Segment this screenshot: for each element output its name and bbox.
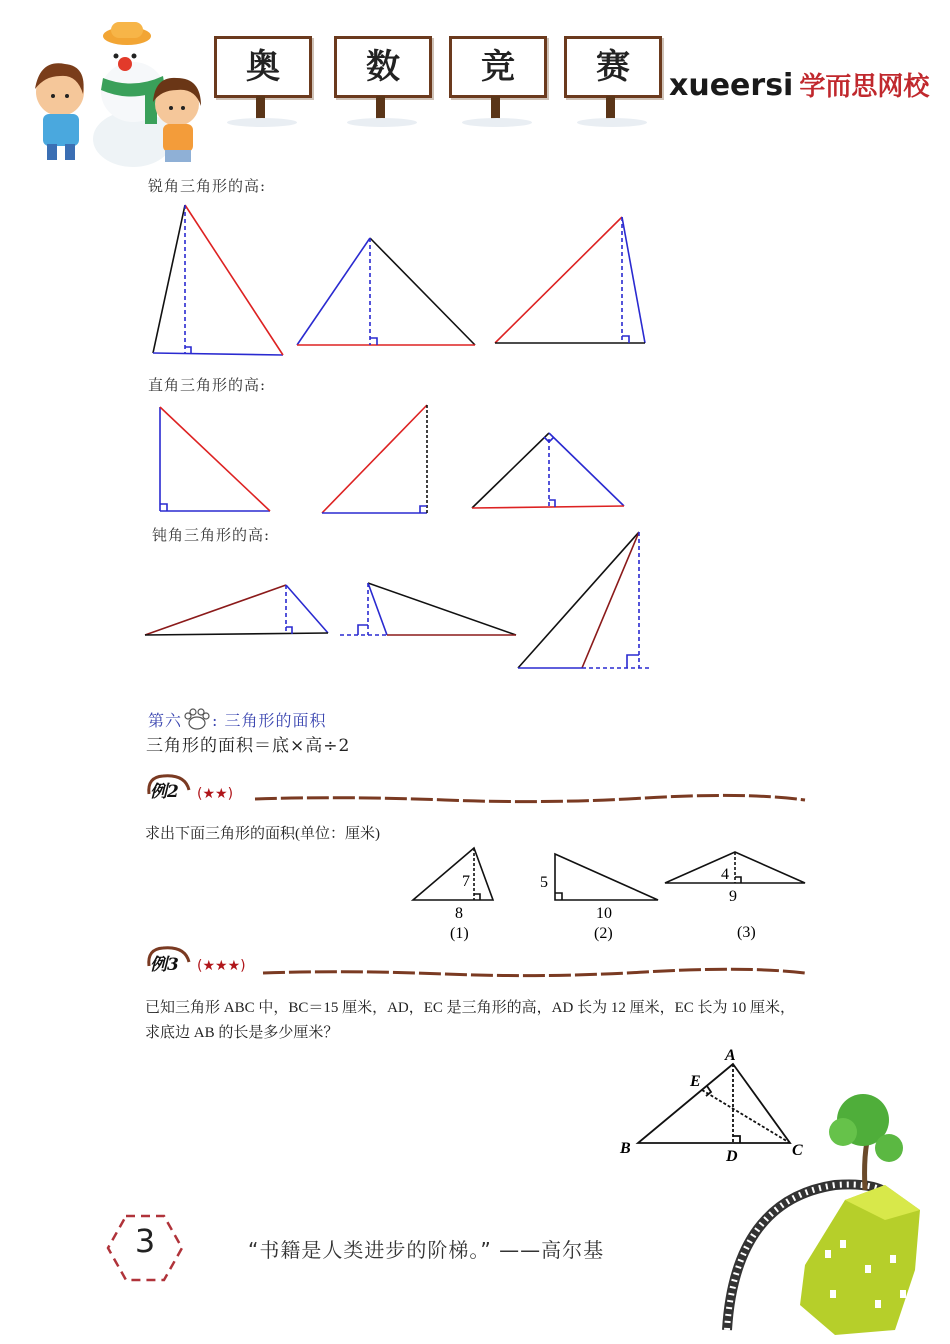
example3-line1: 已知三角形 ABC 中，BC＝15 厘米，AD，EC 是三角形的高，AD 长为 12 厘米，EC 长为 10 厘米， <box>145 1000 796 1016</box>
point-d: D <box>726 1148 738 1165</box>
brand-latin: xueersi <box>669 68 794 103</box>
right-triangles-figure <box>0 395 950 520</box>
area-formula: 三角形的面积＝底×高÷2 <box>146 736 351 756</box>
page-number: 3 <box>134 1222 156 1260</box>
example3-line2: 求底边 AB 的长是多少厘米？ <box>145 1025 339 1041</box>
example2-question: 求出下面三角形的面积(单位：厘米) <box>145 826 380 842</box>
point-b: B <box>620 1140 631 1157</box>
fig3-base: 9 <box>729 888 737 905</box>
acute-triangles-figure <box>0 195 950 365</box>
point-e: E <box>690 1073 701 1090</box>
section6-title <box>148 708 327 731</box>
fig1-caption: (1) <box>450 925 469 942</box>
section6-prefix: 第六 <box>148 711 183 730</box>
sign-3: 竞 <box>449 36 547 98</box>
example2-tag: 例2 <box>150 782 179 802</box>
example2-divider <box>145 772 810 806</box>
fig2-caption: (2) <box>594 925 613 942</box>
brand-cn: 学而思网校 <box>799 72 930 102</box>
example2-stars: (★★) <box>197 786 234 802</box>
brand-logo <box>669 66 929 103</box>
paw-icon <box>182 708 212 730</box>
right-label: 直角三角形的高: <box>148 376 267 394</box>
example3-tag: 例3 <box>150 955 179 975</box>
example3-stars: (★★★) <box>197 958 246 974</box>
fig3-caption: (3) <box>737 924 756 941</box>
obtuse-triangles-figure <box>0 525 950 680</box>
fig1-base: 8 <box>455 905 463 922</box>
section6-suffix: : 三角形的面积 <box>212 711 327 730</box>
sign-4: 赛 <box>564 36 662 98</box>
acute-label: 锐角三角形的高: <box>148 177 267 195</box>
tree-arch-illustration <box>715 1090 940 1340</box>
fig2-base: 10 <box>596 905 612 922</box>
fig3-height: 4 <box>721 866 729 883</box>
point-a: A <box>725 1047 736 1064</box>
point-c: C <box>792 1142 803 1159</box>
sign-2: 数 <box>334 36 432 98</box>
sign-1: 奥 <box>214 36 312 98</box>
obtuse-label: 钝角三角形的高: <box>152 526 271 544</box>
footer-quote: “书籍是人类进步的阶梯。” ——高尔基 <box>248 1238 605 1262</box>
fig1-height: 7 <box>462 873 470 890</box>
fig2-height: 5 <box>540 874 548 891</box>
example2-figures <box>400 840 820 945</box>
kids-snowman-illustration <box>15 14 215 169</box>
